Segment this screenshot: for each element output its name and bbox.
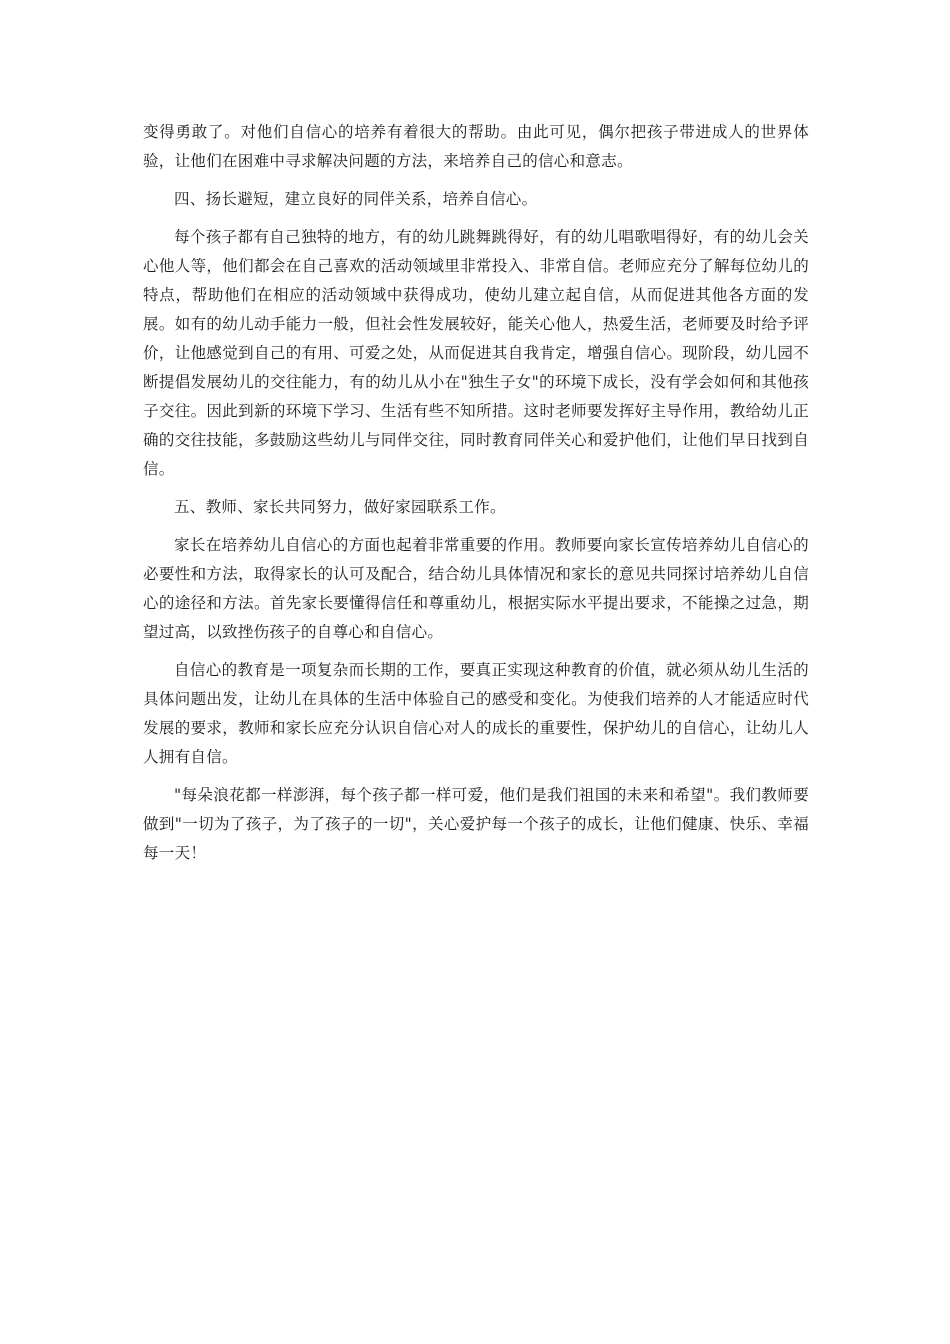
- section-heading-four: 四、扬长避短，建立良好的同伴关系，培养自信心。: [174, 190, 538, 208]
- section-heading-five: 五、教师、家长共同努力，做好家园联系工作。: [174, 498, 506, 516]
- paragraph-peer-relations: 每个孩子都有自己独特的地方，有的幼儿跳舞跳得好，有的幼儿唱歌唱得好，有的幼儿会关心他人等，他们都会在自己喜欢的活动领域里非常投入、非常自信。老师应充分了解每位幼儿的特点，帮助他们在相应的活动领域中获得成功，使幼儿建立起自信，从而促进其他各方面的发展。如有的幼儿动手能力一般，但社会性发展较好，能关心他人，热爱生活，老师要及时给予评价，让他感觉到自己的有用、可爱之处，从而促进其自我肯定，增强自信心。现阶段，幼儿园不断提倡发展幼儿的交往能力，有的幼儿从小在"独生子女"的环境下成长，没有学会如何和其他孩子交往。因此到新的环境下学习、生活有些不知所措。这时老师要发挥好主导作用，教给幼儿正确的交往技能，多鼓励这些幼儿与同伴交往，同时教育同伴关心和爱护他们，让他们早日找到自信。: [143, 228, 809, 478]
- paragraph-conclusion: 自信心的教育是一项复杂而长期的工作，要真正实现这种教育的价值，就必须从幼儿生活的具体问题出发，让幼儿在具体的生活中体验自己的感受和变化。为使我们培养的人才能适应时代发展的要求，教师和家长应充分认识自信心对人的成长的重要性，保护幼儿的自信心，让幼儿人人拥有自信。: [143, 661, 809, 766]
- paragraph-closing-quote: "每朵浪花都一样澎湃，每个孩子都一样可爱，他们是我们祖国的未来和希望"。我们教师要做到"一切为了孩子，为了孩子的一切"，关心爱护每一个孩子的成长，让他们健康、快乐、幸福每一天！: [143, 786, 809, 862]
- document-body: [143, 118, 809, 877]
- paragraph-continued: 变得勇敢了。对他们自信心的培养有着很大的帮助。由此可见，偶尔把孩子带进成人的世界体验，让他们在困难中寻求解决问题的方法，来培养自己的信心和意志。: [143, 123, 809, 170]
- paragraph-parents: 家长在培养幼儿自信心的方面也起着非常重要的作用。教师要向家长宣传培养幼儿自信心的必要性和方法，取得家长的认可及配合，结合幼儿具体情况和家长的意见共同探讨培养幼儿自信心的途径和方法。首先家长要懂得信任和尊重幼儿，根据实际水平提出要求，不能操之过急，期望过高，以致挫伤孩子的自尊心和自信心。: [143, 536, 809, 641]
